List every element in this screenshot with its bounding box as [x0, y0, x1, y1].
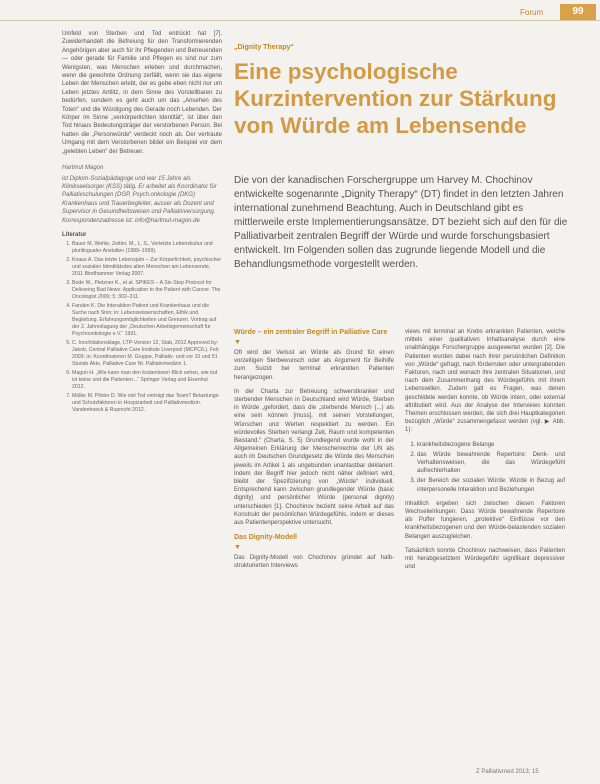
left-paragraph: Umfeld von Sterben und Tod entrückt hat [7]. Zuwiderhandelt die Befreiung für den Transformierenden Angehörigen aber auch für ihr Pflegenden und Betreuenden — oder gerade für Familie und Pflegen es sind nur zum Wenigsten, was Menschen erleben und durchmachen, wenn die gewohnte Ordnung zerfällt, wenn sie das eigene Leben der Menschen erlebt, der es gebe eben nicht nur um Leben jetztes Antlitz, in dem Sinne des Vorstellbaren zu bedürfen, sondern es geht auch um das „Ansehen des Toten“ und die Würdigung des Gerade noch Lebenden. Der Körper im Sinne „verkörperlichten Identität“, ist über den Tod hinaus Bedeutungsträger der verstorbenen Person. Bei hatten die „Personwürde“ verdeckt noch ab. Der vertraute Umgang mit dem Verstorbenen bildet ein Beispiel vor dem „gelebten Leben“ der Betreuer.	[62, 31, 222, 155]
author-bio: ist Diplom-Sozialpädagoge und war 15 Jahre als Klinikseelsorger (KSS) tätig. Er arbeitet als Koordinator für Palliativschulungen (DGP, Psych.onkologie (DKG) Krankenhaus und Trauerbegleiter, ausser als Dozent und Supervisor in Gesundheitswesen und Palliativversorgung. Korrespondenzadresse ist: info@hartmut-magon.de	[62, 175, 217, 224]
left-column	[62, 30, 222, 416]
body-paragraph: views mit terminal an Krebs erkrankten Patienten, welche mittels einer qualitativen Inhaltsanalyse durch eine unabhängige Forschergruppe ausgewertet wurden [2]. Die Patienten wurden dabei nach ihrer persönlichen Definition von „Würde“ gefragt, nach fördernden oder untergrabenden Faktoren, nach und wonach ihre zentralen Situationen, und nach dem Zusammenhang des Würdegefühls mit ihrem Lebenswillen. Zudem galt es Fragen, was denen geschildete werden konnte, ob Würde intern, oder external attributiert wird. Aus der Analyse der Interviews konnten Themen erschlossen werden, die sich drei Hauptkategorien bezüglich „Würde“ zusammengefasst werden (vgl. ▶ Abb. 1):	[405, 329, 565, 434]
article-lead: Die von der kanadischen Forschergruppe um Harvey M. Chochinov entwickelte sogenannte „Dignity Therapy“ (DT) findet in den letzten Jahren international zunehmend Beachtung. Auch in Deutschland gibt es mittlerweile erste Implementierungsansätze. DT bezieht sich auf den für die Palliativarbeit zentralen Begriff der Würde und wurde forschungsbasiert entwickelt. Im Folgenden sollen das zugrunde liegende Modell und die Behandlungsmethode vorgestellt werden.	[234, 175, 568, 270]
body-paragraph: Oft wird der Verlust an Würde als Grund für einen vorzeitigen Sterbewunsch oder als Argument für Beihilfe zum Suizid bei terminal erkrankten Patienten herangezogen.	[234, 350, 394, 381]
middle-column	[234, 328, 394, 577]
reference-item: 2. Knaus A. Das letzte Lebensjahr – Zur Körperlichkeit, psychischer und sozialen Identitätsdes alten Menschen am Lebensende, 2011 Bindhammer Verlag 2007.	[72, 257, 222, 278]
journal-footer: Z Palliativmed 2013; 15	[476, 769, 539, 775]
body-paragraph: In der Charta zur Betreuung schwerstkranker und sterbender Menschen in Deutschland wird Würde, Sterben in Würde „gefordert, dass die „sterbende Mensch (...) als eine sein können [muss], mit seinen Vorstellungen, Wünschen und Werten respektiert zu werden. Ein würdevolles Sterben verlangt Zeit, Raum und kompetenten Beistand.“ (Charta, S. 5) Grundlegend wurde wohl in der Allgemeinen Erklärung der Menschenrechte der UN als auch im Deutschen Grundgesetz die Würde des Menschen jeweils im Artikel 1 als ungebunden unantastbar deklariert. Indem der Begriff hier jedoch nicht näher definiert wird, bleibt der Spezifizierung von „Würde“ individuell. Entsprechend kann zwischen grundlegender Würde (basic dignity) und persönlicher Würde (personal dignity) unterschieden [1]. Chochinov bezieht seine Arbeit auf das Konstrukt der persönlichen Würdegefühls, indem er dieses aus Patientenperspektive untersucht.	[234, 388, 394, 527]
page-number: 99	[560, 4, 596, 20]
category-list	[405, 441, 565, 494]
reference-item: 4. Fanden K. Die Interaktion Patient und Krankenhaus und die Suche nach Sinn; in: Lebenswissenschaften, Ethik und Begleitung. Erfahrungsmöglichkeiten und Grenzen. Vortrag auf der 2. Jahrestagung der „Deutschen Arbeitsgemeinschaft für Psychoonkologie e.V.“ 1991.	[72, 303, 222, 338]
body-paragraph: Tatsächlich konnte Chochinov nachweisen, dass Patienten mit herabgesetztem Würdegefühl signifikant depressiver und	[405, 547, 565, 571]
author-name: Hartmut Magon	[62, 165, 104, 172]
reference-item: 6. Magon H. „Wie kann man den kostenlosen Blick sehen, wie tod ist keine und die Patienten...“ Springer Verlag und Eisenhut 2012.	[72, 370, 222, 391]
reference-item: 7. Müller M. Pfister D. Wie viel Tod verträgt das Team? Belastungs- und Schutzfaktoren in Hospizarbeit und Palliativmedizin. Vandenhoeck & Ruprecht 2012.	[72, 393, 222, 414]
list-item: 3. der Bereich der sozialen Würde: Würde in Bezug auf interpersonelle Interaktion und Beziehungen	[417, 477, 565, 493]
list-item: 2. das Würde bewahrende Repertoire: Denk- und Verhaltensweisen, die das Würdegefühl aufrechterhalten	[417, 451, 565, 476]
section-label: Forum	[520, 8, 544, 17]
triangle-icon: ▼	[234, 544, 241, 552]
triangle-icon: ▼	[234, 339, 241, 346]
reference-item: 3. Bode W., Pietzner K., et al. SPIKES – A Six-Step Protocol for Delivering Bad News: Application to the Patient with Cancer. The Oncologist 2000; 5: 302–311.	[72, 280, 222, 301]
article-title: Eine psychologische Kurzintervention zur Stärkung von Würde am Lebensende	[234, 59, 557, 138]
article-kicker: „Dignity Therapy“	[234, 44, 294, 51]
list-item: 1. krankheitsbezogene Belange	[417, 441, 565, 449]
section-heading: Würde – ein zentraler Begriff in Palliative Care	[234, 329, 388, 336]
header-rule	[0, 20, 600, 21]
right-column	[405, 328, 565, 577]
references-list	[62, 241, 222, 414]
section-heading: Das Dignity-Modell	[234, 534, 298, 542]
body-paragraph: Inhaltlich ergeben sich zwischen diesen Faktoren Wechselwirkungen. Dass Würde bewahrende Repertoire als Puffer fungieren, „protektive“ Einflüsse vor den krankheitsbezogenen und den Würde-belastenden sozialen Belangen auszugleichen.	[405, 500, 565, 540]
references-title: Literatur	[62, 231, 87, 238]
reference-item: 5. C. Inochtiationsklage, LTP-Version 12, Stab, 2012 Approved by: Jakob, Central Palliative Care Institute Liverpool (MCPCIL). Feb 2009; in: Koordinatoren M. Gruppe, Palliativ- und vor 10 und 51 Stunde Akte, Palliative Care Nr. Palliativmedizin 1.	[72, 340, 222, 368]
author-box	[62, 164, 222, 225]
reference-item: 1. Bauer M, Wehle, Zeitler, M., L. S., Verletzte Lebenskultur und plurilingualer Anstalten (1989–1999).	[72, 241, 222, 255]
body-paragraph: Das Dignity-Modell von Chochinov gründet auf halb-strukturierten Interviews	[234, 555, 394, 570]
